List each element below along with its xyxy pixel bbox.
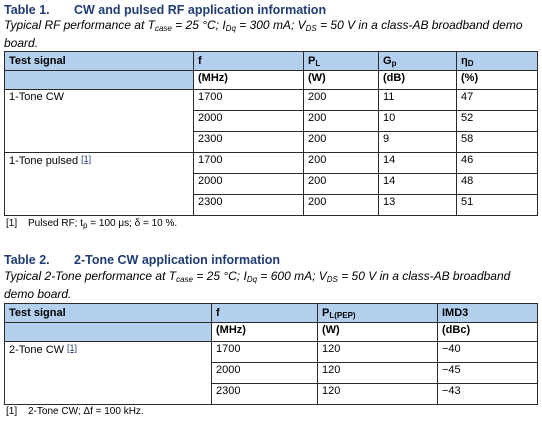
signal-cell: 1-Tone pulsed [1] (5, 153, 194, 216)
cell-f: 2000 (194, 111, 304, 132)
cell-gp: 10 (379, 111, 457, 132)
table2-caption (4, 253, 280, 267)
cell-eta: 52 (457, 111, 538, 132)
cell-f: 2300 (194, 195, 304, 216)
cell-gp: 14 (379, 174, 457, 195)
cell-eta: 58 (457, 132, 538, 153)
cell-eta: 46 (457, 153, 538, 174)
cell-pl: 200 (304, 174, 379, 195)
cell-f: 2000 (212, 363, 318, 384)
table-row (5, 90, 538, 111)
header-drain-efficiency: $\eta_D$ (457, 52, 538, 71)
units-blank (5, 71, 194, 90)
cell-imd: −43 (438, 384, 538, 405)
cell-gp: 11 (379, 90, 457, 111)
cell-pl: 120 (318, 384, 438, 405)
table1 (4, 51, 538, 216)
cell-eta: 51 (457, 195, 538, 216)
unit-frequency: (MHz) (212, 323, 318, 342)
header-test-signal: Test signal (5, 304, 212, 323)
cell-f: 1700 (194, 90, 304, 111)
table1-description: Typical RF performance at $T_{case} = 25$ °C; $I_{Dq} = 300$ mA; $V_{DS} = 50$ V in a class-AB broadband demo board. (4, 18, 523, 50)
cell-pl: 200 (304, 195, 379, 216)
cell-pl: 120 (318, 363, 438, 384)
table1-units-row (5, 71, 538, 90)
header-power-gain: $G_p$ (379, 52, 457, 71)
unit-frequency: (MHz) (194, 71, 304, 90)
footnote-link[interactable]: [1] (67, 343, 78, 353)
unit-drain-efficiency: (%) (457, 71, 538, 90)
cell-gp: 14 (379, 153, 457, 174)
cell-pl: 120 (318, 342, 438, 363)
table1-header-row (5, 52, 538, 71)
table2-title: 2-Tone CW application information (74, 253, 281, 267)
unit-power-gain: (dB) (379, 71, 457, 90)
cell-imd: −45 (438, 363, 538, 384)
header-frequency: f (194, 52, 304, 71)
cell-f: 1700 (212, 342, 318, 363)
table1-caption (4, 3, 326, 17)
cell-pl: 200 (304, 90, 379, 111)
unit-imd3: (dBc) (438, 323, 538, 342)
header-pep-power: $P_{L(PEP)}$ (318, 304, 438, 323)
table1-footnote: [1] Pulsed RF; $t_p = 100$ μs; δ = 10 %. (6, 218, 178, 230)
units-blank (5, 323, 212, 342)
cell-pl: 200 (304, 132, 379, 153)
cell-pl: 200 (304, 111, 379, 132)
cell-pl: 200 (304, 153, 379, 174)
header-test-signal: Test signal (5, 52, 194, 71)
table2-header-row (5, 304, 538, 323)
table2-units-row (5, 323, 538, 342)
cell-f: 1700 (194, 153, 304, 174)
header-imd3: IMD3 (438, 304, 538, 323)
cell-f: 2300 (194, 132, 304, 153)
table1-number: Table 1. (4, 3, 50, 17)
signal-cell: 1-Tone CW (5, 90, 194, 153)
cell-imd: −40 (438, 342, 538, 363)
signal-cell: 2-Tone CW [1] (5, 342, 212, 405)
table2-number: Table 2. (4, 253, 50, 267)
table2-footnote: [1] 2-Tone CW; Δf = 100 kHz. (6, 406, 144, 417)
cell-gp: 9 (379, 132, 457, 153)
cell-gp: 13 (379, 195, 457, 216)
footnote-link[interactable]: [1] (81, 154, 92, 164)
header-frequency: f (212, 304, 318, 323)
table2-description: Typical 2-Tone performance at $T_{case} = 25$ °C; $I_{Dq} = 600$ mA; $V_{DS} = 50$ V in a class-AB broadband demo board. (4, 269, 511, 301)
table-row (5, 153, 538, 174)
cell-eta: 47 (457, 90, 538, 111)
cell-eta: 48 (457, 174, 538, 195)
cell-f: 2000 (194, 174, 304, 195)
table1-title: CW and pulsed RF application information (74, 3, 327, 17)
header-load-power: $P_L$ (304, 52, 379, 71)
table2 (4, 303, 538, 405)
unit-load-power: (W) (304, 71, 379, 90)
table-row (5, 342, 538, 363)
cell-f: 2300 (212, 384, 318, 405)
unit-pep-power: (W) (318, 323, 438, 342)
